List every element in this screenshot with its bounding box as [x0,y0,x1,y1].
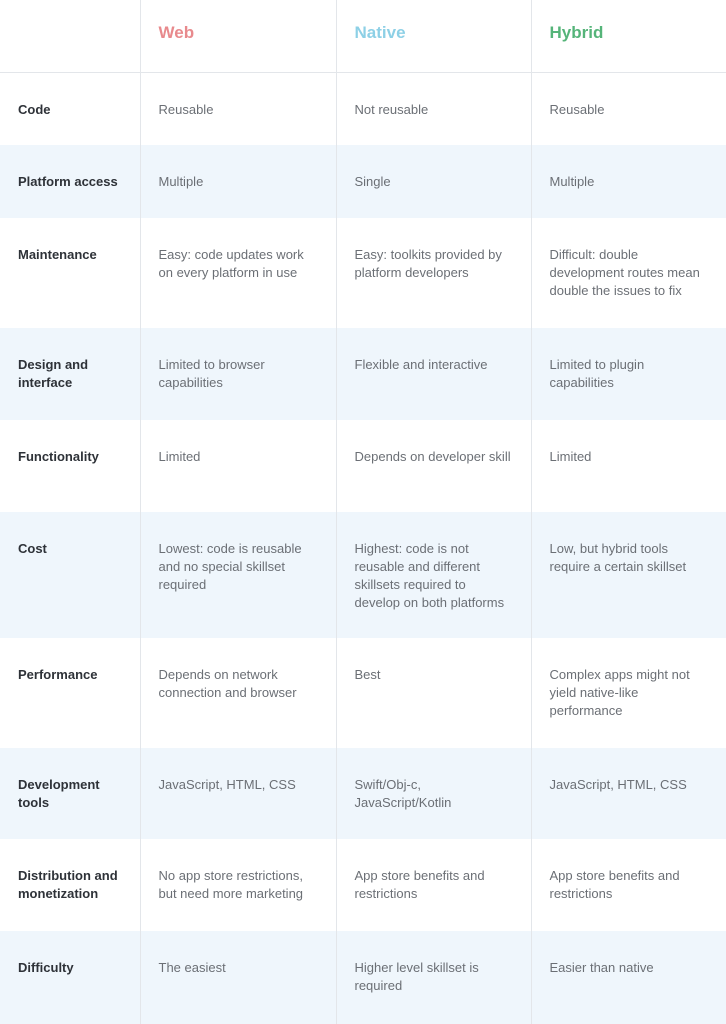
row-label: Difficulty [0,931,140,1024]
cell-hybrid: Complex apps might not yield native-like performance [531,638,726,748]
cell-native: Depends on developer skill [336,420,531,512]
cell-native: Best [336,638,531,748]
cell-hybrid: Easier than native [531,931,726,1024]
table-row [0,839,726,931]
cell-native: Easy: toolkits provided by platform developers [336,218,531,328]
row-label: Platform access [0,145,140,218]
cell-web: Depends on network connection and browser [140,638,336,748]
header-empty [0,0,140,72]
cell-hybrid: Limited to plugin capabilities [531,328,726,420]
cell-native: Not reusable [336,72,531,145]
table-row [0,420,726,512]
table-row [0,512,726,638]
cell-web: Lowest: code is reusable and no special skillset required [140,512,336,638]
cell-hybrid: JavaScript, HTML, CSS [531,748,726,839]
cell-web: No app store restrictions, but need more marketing [140,839,336,931]
cell-hybrid: Multiple [531,145,726,218]
row-label: Functionality [18,449,99,464]
row-label: Code [18,101,51,117]
cell-web: Reusable [140,72,336,145]
cell-hybrid: Low, but hybrid tools require a certain skillset [531,512,726,638]
cell-hybrid: Limited [531,420,726,512]
cell-hybrid: App store benefits and restrictions [531,839,726,931]
header-row [0,0,726,72]
table-row [0,328,726,420]
cell-native: Single [336,145,531,218]
cell-web: Multiple [140,145,336,218]
cell-hybrid: Reusable [531,72,726,145]
cell-native: Higher level skillset is required [336,931,531,1024]
table-row [0,145,726,218]
header-native: Native [336,0,531,72]
table-row [0,72,726,145]
row-label: Development tools [0,748,140,839]
cell-web: JavaScript, HTML, CSS [140,748,336,839]
row-label: Distribution and monetization [18,868,118,901]
cell-native: Swift/Obj-c, JavaScript/Kotlin [336,748,531,839]
cell-web: Limited [140,420,336,512]
row-label: Maintenance [18,247,97,262]
cell-web: Limited to browser capabilities [140,328,336,420]
cell-web: Easy: code updates work on every platform in use [140,218,336,328]
table-row [0,931,726,1024]
header-web: Web [140,0,336,72]
cell-web: The easiest [140,931,336,1024]
cell-native: Highest: code is not reusable and different skillsets required to develop on both platforms [336,512,531,638]
cell-hybrid: Difficult: double development routes mean double the issues to fix [531,218,726,328]
row-label: Performance [18,667,98,682]
cell-native: Flexible and interactive [336,328,531,420]
table-row [0,218,726,328]
cell-native: App store benefits and restrictions [336,839,531,931]
row-label: Design and interface [0,328,140,420]
table-row [0,638,726,748]
row-label: Cost [0,512,140,638]
header-hybrid: Hybrid [531,0,726,72]
table-row [0,748,726,839]
